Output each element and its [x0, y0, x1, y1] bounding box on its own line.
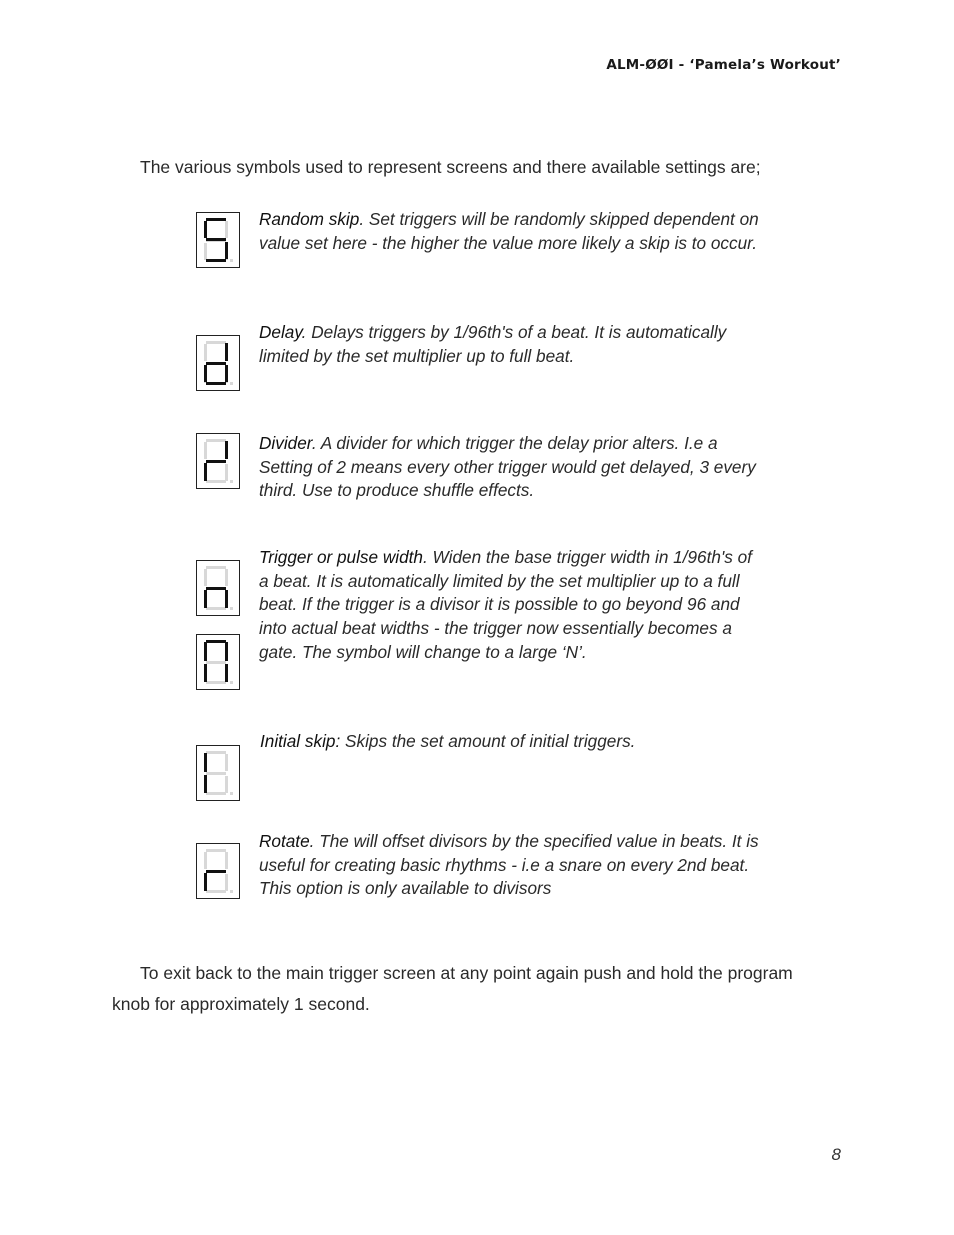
- entry-delay: [259, 321, 764, 368]
- entry-term: Rotate: [259, 831, 310, 851]
- outro-text: To exit back to the main trigger screen at any point again push and hold the program knob for approximately 1 second.: [112, 963, 793, 1014]
- entry-text: The will offset divisors by the specified value in beats. It is useful for creating basic rhythms - i.e a snare on every 2nd beat. This option is only available to divisors: [259, 831, 759, 899]
- entry-term: Trigger or pulse width: [259, 547, 423, 567]
- seven-segment-r-rotate-icon: [196, 843, 240, 899]
- entry-initial-skip: [260, 730, 765, 754]
- seven-segment-large-n-icon: [196, 634, 240, 690]
- entry-rotate: [259, 830, 764, 901]
- entry-text: Skips the set amount of initial triggers.: [340, 731, 636, 751]
- entry-text: Delays triggers by 1/96th's of a beat. It is automatically limited by the set multiplier up to full beat.: [259, 322, 727, 366]
- entry-sep: .: [311, 433, 317, 453]
- seven-segment-d-icon: [196, 335, 240, 391]
- entry-sep: .: [301, 322, 307, 342]
- intro-paragraph: The various symbols used to represent screens and there available settings are;: [140, 157, 761, 177]
- page-header: ALM-ØØI - ‘Pamela’s Workout’: [606, 57, 841, 73]
- entry-term: Divider: [259, 433, 312, 453]
- entry-text: Widen the base trigger width in 1/96th's of a beat. It is automatically limited by the set multiplier up to a full beat. If the trigger is a divisor it is possible to go beyond 96 and into actual beat widths - the trigger now essentially becomes a gate. The symbol will change to a large ‘N’.: [259, 547, 752, 662]
- seven-segment-r-icon: [196, 433, 240, 489]
- seven-segment-i-icon: [196, 745, 240, 801]
- outro-paragraph: [112, 958, 812, 1020]
- entry-random-skip: [259, 208, 764, 255]
- entry-divider: [259, 432, 764, 503]
- entry-text: Set triggers will be randomly skipped dependent on value set here - the higher the value more likely a skip is to occur.: [259, 209, 759, 253]
- entry-sep: .: [423, 547, 428, 567]
- entry-term: Delay: [259, 322, 302, 342]
- page-number: 8: [831, 1145, 841, 1164]
- entry-text: A divider for which trigger the delay prior alters. I.e a Setting of 2 means every other trigger would get delayed, 3 every third. Use to produce shuffle effects.: [259, 433, 756, 501]
- seven-segment-n-icon: [196, 560, 240, 616]
- entry-term: Initial skip:: [260, 731, 341, 751]
- entry-sep: .: [309, 831, 315, 851]
- entry-trigger-width: [259, 546, 764, 665]
- entry-term: Random skip: [259, 209, 360, 229]
- seven-segment-s-icon: [196, 212, 240, 268]
- entry-sep: .: [359, 209, 365, 229]
